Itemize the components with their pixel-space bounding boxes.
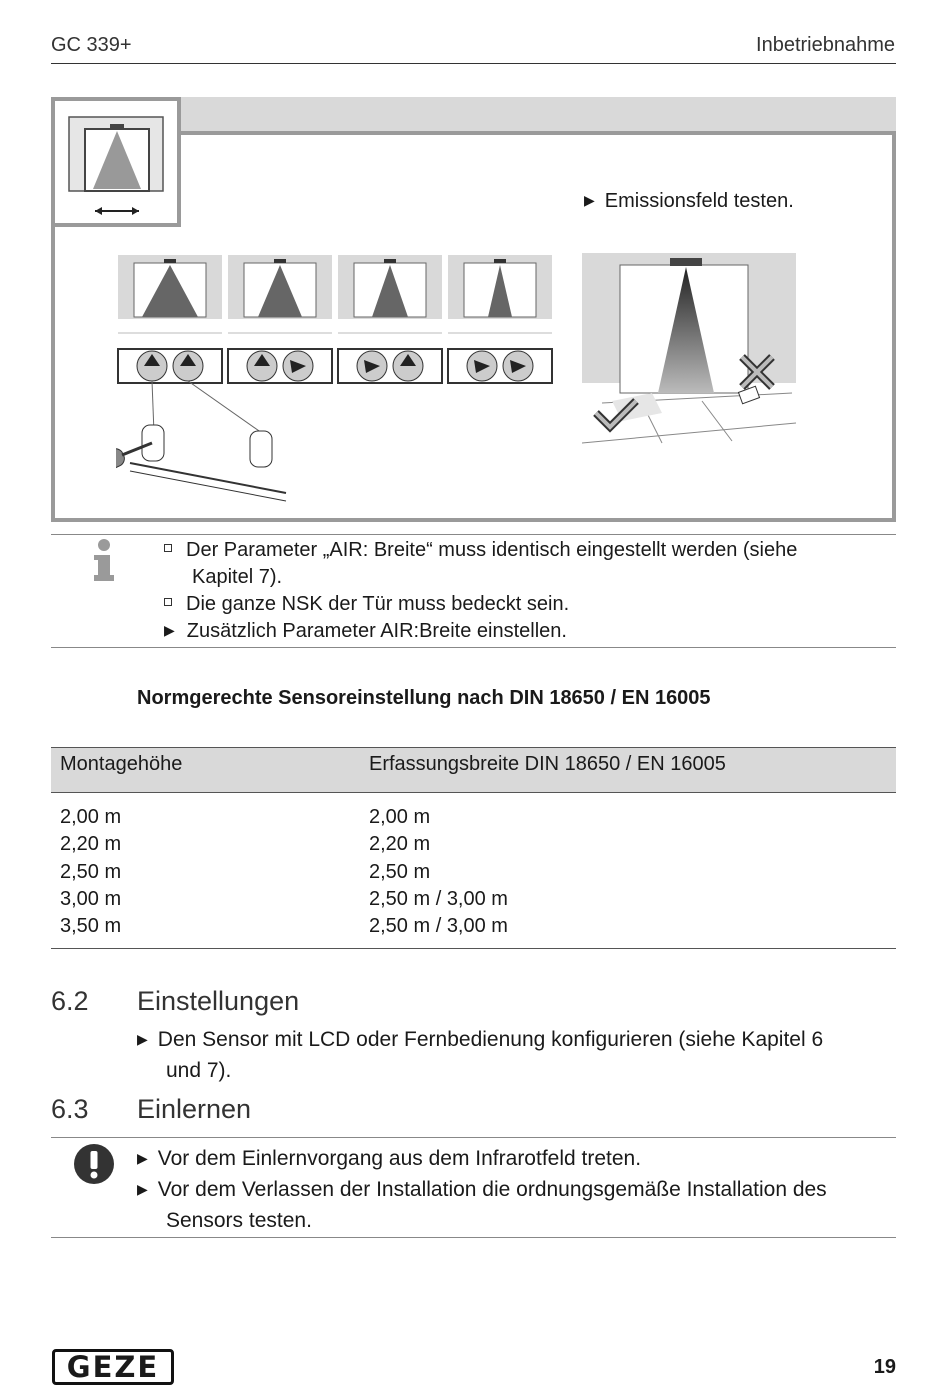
table-cell: 2,50 m / 3,00 m: [369, 915, 508, 938]
warning-item: ▶ Vor dem Einlernvorgang aus dem Infrarotfeld treten.: [137, 1144, 827, 1175]
info-note-item: ▶ Zusätzlich Parameter AIR:Breite einstellen.: [164, 618, 797, 646]
door-panel-1: [118, 255, 222, 383]
info-note-item: Die ganze NSK der Tür muss bedeckt sein.: [164, 591, 797, 618]
info-note-item: Der Parameter „AIR: Breite“ muss identisch eingestellt werden (siehe: [164, 537, 797, 564]
arrow-bullet-icon: ▶: [164, 622, 175, 638]
arrow-bullet-icon: ▶: [584, 192, 595, 208]
arrow-bullet-icon: ▶: [137, 1150, 148, 1166]
table-cell: 2,50 m / 3,00 m: [369, 887, 508, 910]
section-number-6-3: 6.3: [51, 1094, 89, 1124]
note-bottom-rule: [51, 647, 896, 648]
warning-bottom-rule: [51, 1237, 896, 1238]
figure-instruction-text: Emissionsfeld testen.: [604, 190, 794, 212]
door-panel-4: [448, 255, 552, 383]
header-section-title: Inbetriebnahme: [756, 34, 895, 56]
table-header-height: Montagehöhe: [60, 753, 183, 775]
figure-instruction: [584, 190, 794, 213]
table-cell: 2,50 m: [369, 860, 431, 883]
warning-item: ▶ Vor dem Verlassen der Installation die ordnungsgemäße Installation des: [137, 1175, 827, 1206]
table-title: Normgerechte Sensoreinstellung nach DIN 18650 / EN 16005: [137, 687, 711, 709]
square-bullet-icon: [164, 598, 172, 606]
table-cell: 2,00 m: [369, 806, 431, 828]
geze-logo: GEZE: [52, 1349, 174, 1385]
table-cell: 2,50 m: [60, 860, 122, 883]
info-icon: [90, 538, 118, 584]
info-note-item-continuation: Kapitel 7).: [192, 566, 283, 588]
emission-field-illustration: [582, 253, 797, 448]
header-rule: [51, 63, 896, 64]
warning-top-rule: [51, 1137, 896, 1138]
figure-icon-box: [51, 97, 181, 227]
arrow-bullet-icon: ▶: [137, 1181, 148, 1197]
section-title-6-3: Einlernen: [137, 1094, 252, 1124]
info-note-list: [164, 537, 797, 646]
warning-list: ▶ Vor dem Einlernvorgang aus dem Infrarotfeld treten. ▶ Vor dem Verlassen der Installation die ordnungsgemäße Installation des Sensors testen.: [137, 1144, 827, 1235]
table-column-width: [369, 804, 508, 940]
table-cell: 2,00 m: [60, 806, 122, 828]
section-6-2-instruction: ▶ Den Sensor mit LCD oder Fernbedienung konfigurieren (siehe Kapitel 6 und 7).: [137, 1025, 823, 1085]
arrow-bullet-icon: ▶: [137, 1031, 148, 1047]
table-header-width: Erfassungsbreite DIN 18650 / EN 16005: [369, 753, 726, 775]
door-panel-3: [338, 255, 442, 383]
screwdriver-icon: [116, 381, 286, 501]
table-cell: 2,20 m: [369, 833, 431, 856]
table-bottom-rule: [51, 948, 896, 949]
table-column-height: [60, 804, 121, 940]
page-number: 19: [873, 1356, 896, 1378]
square-bullet-icon: [164, 544, 172, 552]
note-top-rule: [51, 534, 896, 535]
table-cell: 2,20 m: [60, 833, 122, 856]
sensor-adjustment-illustration: [116, 253, 556, 503]
section-number-6-2: 6.2: [51, 986, 89, 1016]
table-cell: 3,00 m: [60, 887, 122, 910]
table-cell: 3,50 m: [60, 915, 122, 938]
section-title-6-2: Einstellungen: [137, 986, 300, 1016]
door-sensor-icon: [55, 101, 177, 223]
header-doc-title: GC 339+: [51, 34, 132, 56]
warning-icon: [73, 1143, 115, 1185]
door-panel-2: [228, 255, 332, 383]
